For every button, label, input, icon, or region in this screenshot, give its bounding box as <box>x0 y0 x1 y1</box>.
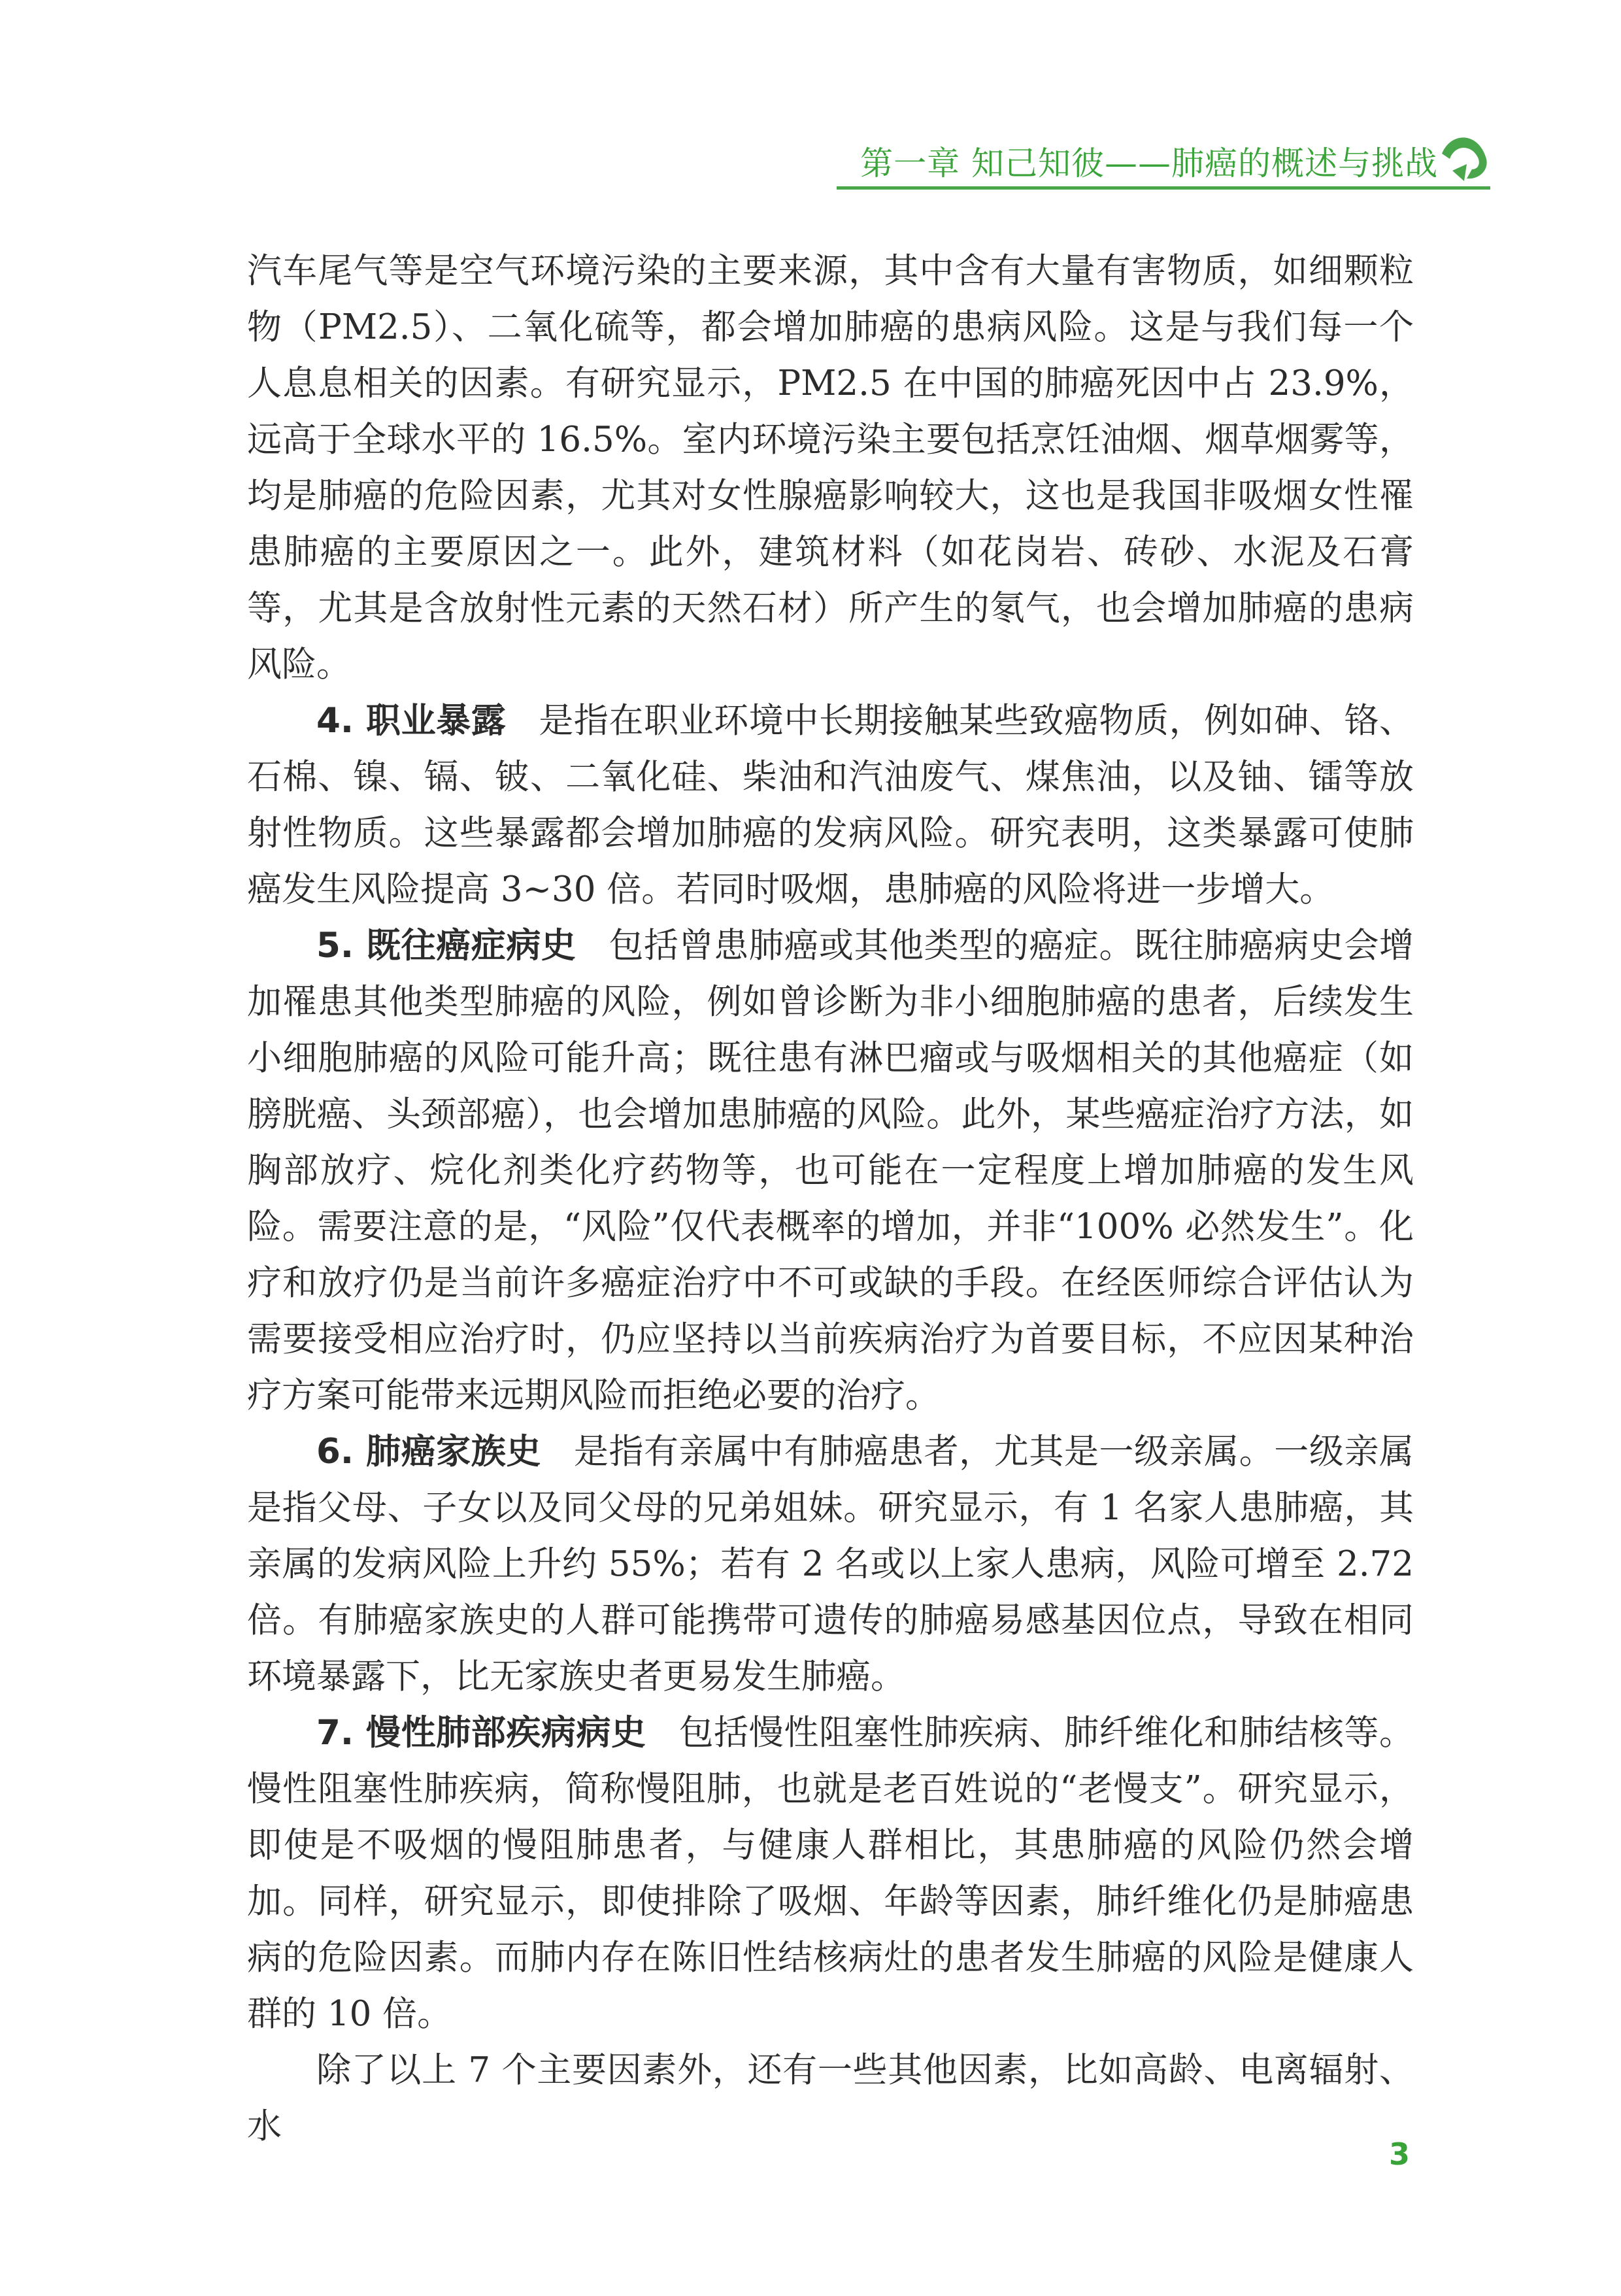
paragraph-family-history <box>247 1424 1414 1705</box>
paragraph-text: 包括曾患肺癌或其他类型的癌症。既往肺癌病史会增加罹患其他类型肺癌的风险，例如曾诊断为非小细胞肺癌的患者，后续发生小细胞肺癌的风险可能升高；既往患有淋巴瘤或与吸烟相关的其他癌症（如膀胱癌、头颈部癌），也会增加患肺癌的风险。此外，某些癌症治疗方法，如胸部放疗、烷化剂类化疗药物等，也可能在一定程度上增加肺癌的发生风险。需要注意的是，“风险”仅代表概率的增加，并非“100% 必然发生”。化疗和放疗仍是当前许多癌症治疗中不可或缺的手段。在经医师综合评估认为需要接受相应治疗时，仍应坚持以当前疾病治疗为首要目标，不应因某种治疗方案可能带来远期风险而拒绝必要的治疗。 <box>247 926 1414 1415</box>
item-term: 职业暴露 <box>366 701 507 741</box>
item-number: 5. <box>316 926 354 966</box>
paragraph-cancer-history <box>247 918 1414 1424</box>
paragraph-heading <box>316 926 576 966</box>
paragraph-heading <box>316 1713 646 1753</box>
paragraph-heading <box>316 1432 541 1472</box>
chapter-title: 第一章 知己知彼——肺癌的概述与挑战 <box>860 144 1438 182</box>
paragraph-text: 是指有亲属中有肺癌患者，尤其是一级亲属。一级亲属是指父母、子女以及同父母的兄弟姐妹。研究显示，有 1 名家人患肺癌，其亲属的发病风险上升约 55%；若有 2 名或以上家人患病，风险可增至 2.72 倍。有肺癌家族史的人群可能携带可遗传的肺癌易感基因位点，导致在相同环境暴露下，比无家族史者更易发生肺癌。 <box>247 1432 1414 1697</box>
paragraph-text: 除了以上 7 个主要因素外，还有一些其他因素，比如高龄、电离辐射、水 <box>247 2050 1414 2146</box>
paragraph-other-factors <box>247 2042 1414 2155</box>
paragraph-text: 是指在职业环境中长期接触某些致癌物质，例如砷、铬、石棉、镍、镉、铍、二氧化硅、柴油和汽油废气、煤焦油，以及铀、镭等放射性物质。这些暴露都会增加肺癌的发病风险。研究表明，这类暴露可使肺癌发生风险提高 3~30 倍。若同时吸烟，患肺癌的风险将进一步增大。 <box>247 701 1414 909</box>
paragraph-text: 汽车尾气等是空气环境污染的主要来源，其中含有大量有害物质，如细颗粒物（PM2.5）、二氧化硫等，都会增加肺癌的患病风险。这是与我们每一个人息息相关的因素。有研究显示，PM2.5 在中国的肺癌死因中占 23.9%，远高于全球水平的 16.5%。室内环境污染主要包括烹饪油烟、烟草烟雾等，均是肺癌的危险因素，尤其对女性腺癌影响较大，这也是我国非吸烟女性罹患肺癌的主要原因之一。此外，建筑材料（如花岗岩、砖砂、水泥及石膏等，尤其是含放射性元素的天然石材）所产生的氡气，也会增加肺癌的患病风险。 <box>247 251 1414 684</box>
paragraph-chronic-lung-disease <box>247 1705 1414 2042</box>
body-text <box>247 243 1414 2155</box>
page-number: 3 <box>1389 2136 1411 2172</box>
item-term: 慢性肺部疾病病史 <box>366 1713 646 1753</box>
header-rule <box>837 186 1490 190</box>
paragraph-text: 包括慢性阻塞性肺疾病、肺纤维化和肺结核等。慢性阻塞性肺疾病，简称慢阻肺，也就是老百姓说的“老慢支”。研究显示，即使是不吸烟的慢阻肺患者，与健康人群相比，其患肺癌的风险仍然会增加。同样，研究显示，即使排除了吸烟、年龄等因素，肺纤维化仍是肺癌患病的危险因素。而肺内存在陈旧性结核病灶的患者发生肺癌的风险是健康人群的 10 倍。 <box>247 1713 1414 2034</box>
paragraph-heading <box>316 701 506 741</box>
item-number: 4. <box>316 701 354 741</box>
item-term: 既往癌症病史 <box>366 926 577 966</box>
running-header <box>837 127 1490 193</box>
item-number: 7. <box>316 1713 354 1753</box>
curved-arrow-icon <box>1438 127 1490 186</box>
item-term: 肺癌家族史 <box>366 1432 541 1472</box>
item-number: 6. <box>316 1432 354 1472</box>
paragraph-air-pollution-continued <box>247 243 1414 693</box>
paragraph-occupational-exposure <box>247 693 1414 918</box>
